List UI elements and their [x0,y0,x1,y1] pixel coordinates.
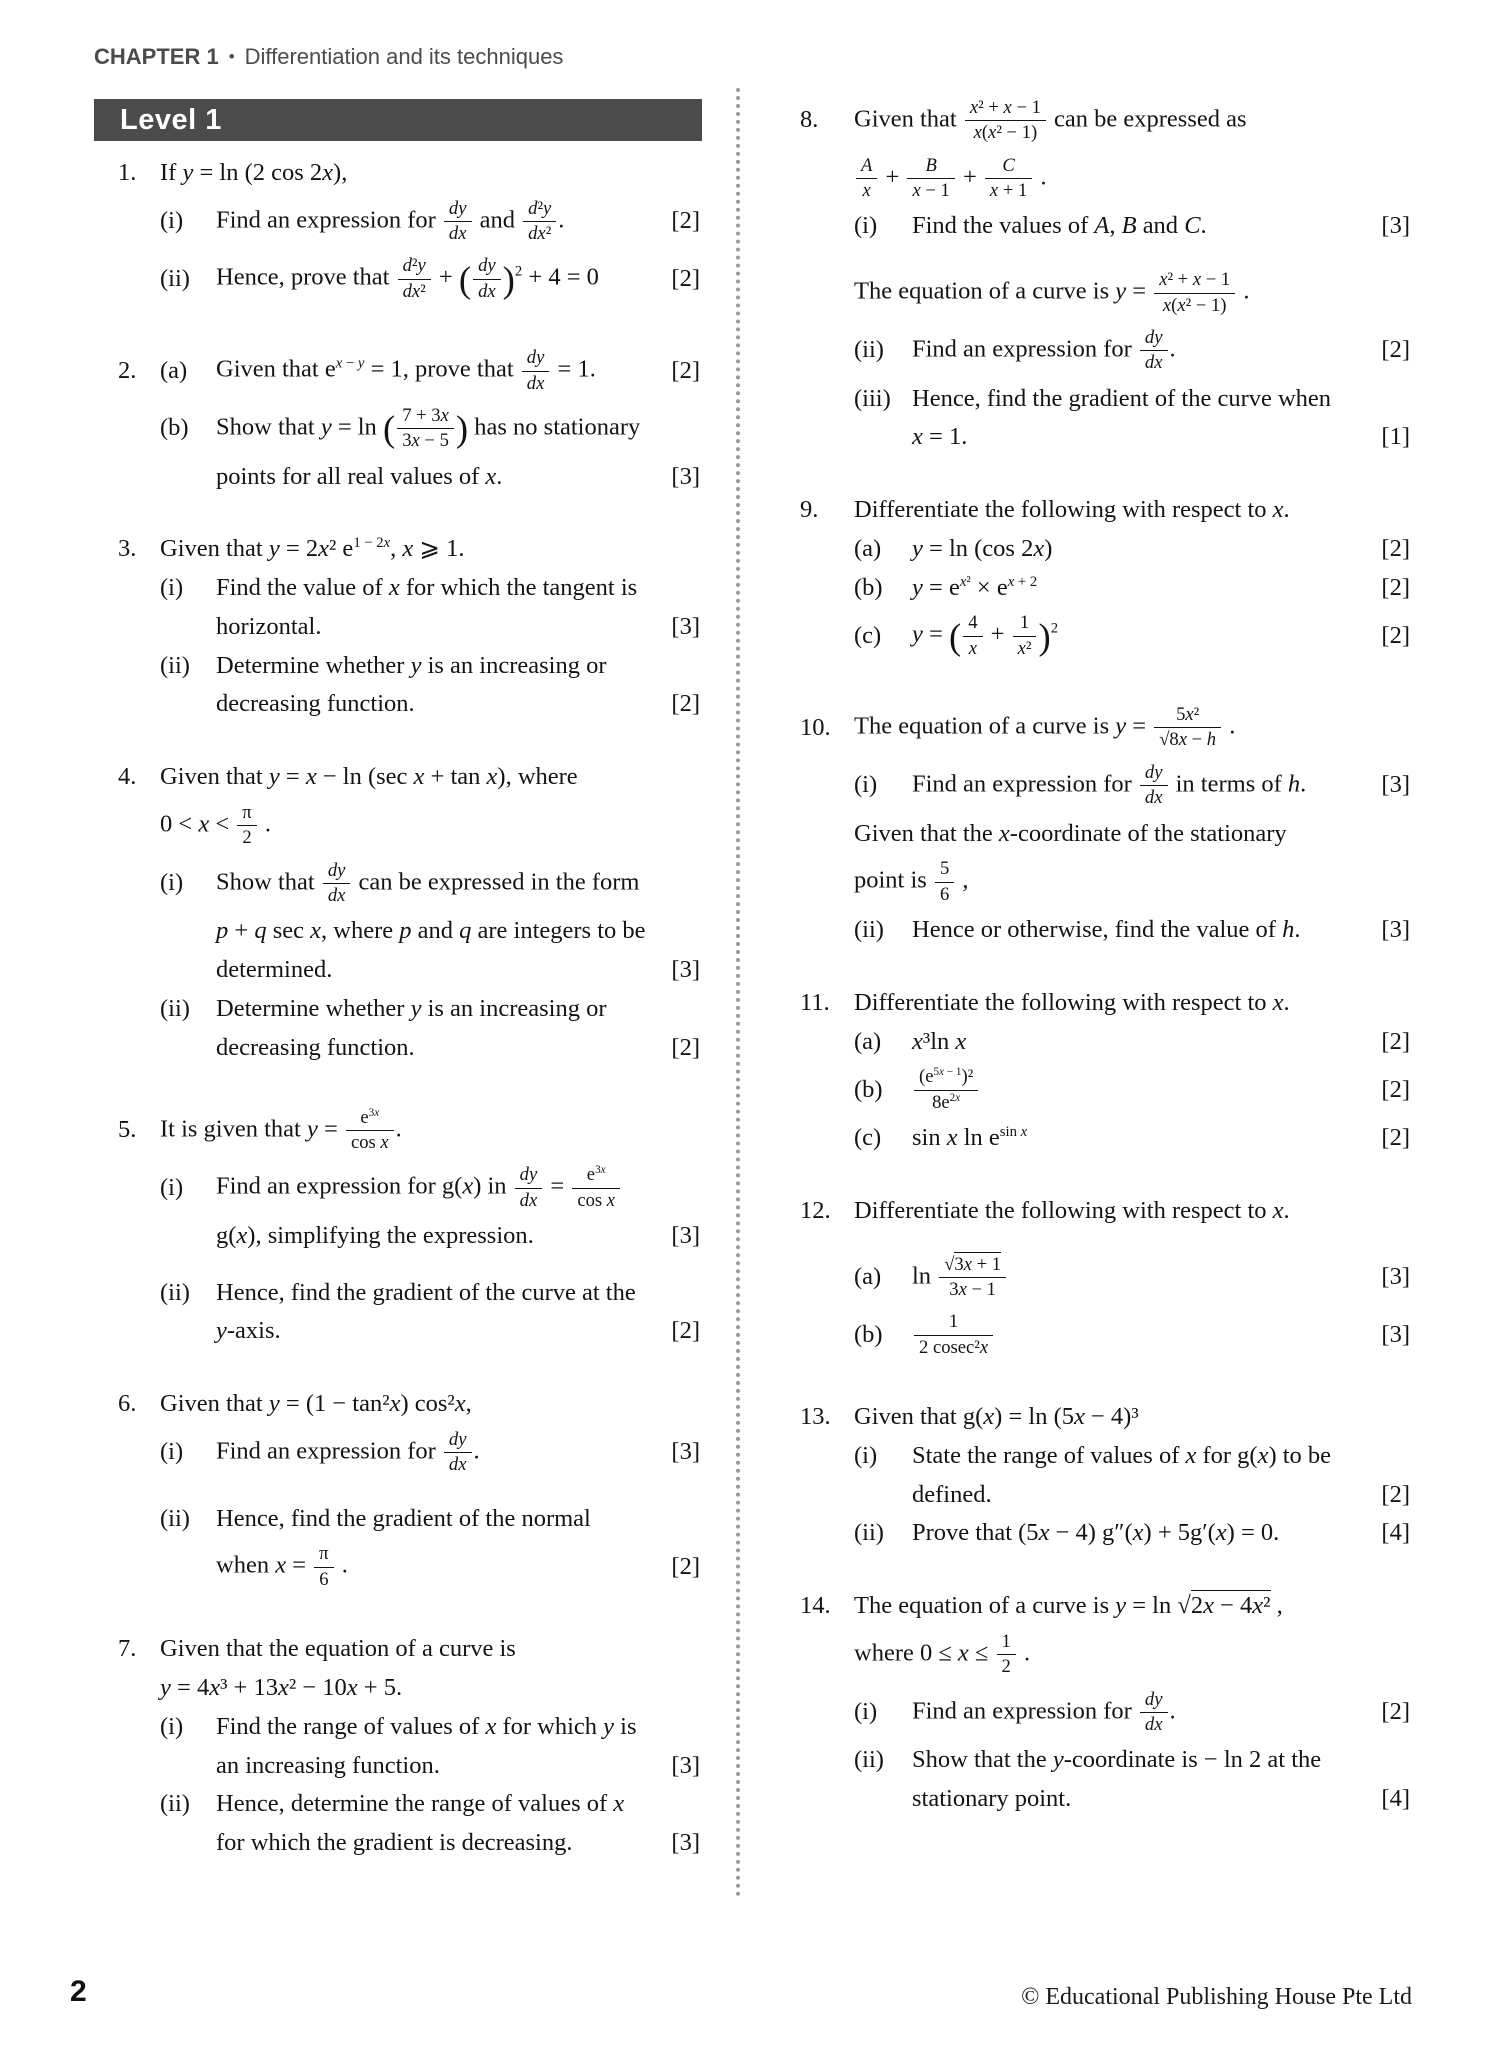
question-number [798,1748,854,1773]
question-number [798,822,854,847]
row-text: The equation of a curve is y = ln √2x − 4x² , [854,1592,1283,1620]
part-label: (i) [854,1697,878,1725]
bullet-separator: • [228,47,235,66]
marks-badge: [2] [1381,336,1410,364]
question-number [94,576,160,601]
question-number [798,215,854,240]
row-text: Given that g(x) = ln (5x − 4)³ [854,1402,1139,1430]
part-label: (ii) [854,915,884,943]
row-text: sin x $\ln e^{sin x}$ [912,1123,1028,1151]
question-number [798,1126,854,1151]
row-text: State the range of values of x for g(x) to be [912,1441,1332,1469]
part-label: (ii) [160,1504,190,1532]
question-number [798,1030,854,1055]
part-label: (ii) [160,651,190,679]
part-label: (c) [854,1124,882,1151]
question-number [798,1483,854,1508]
question-row [94,797,702,855]
row-text: determined. [216,956,333,984]
question-number [94,693,160,718]
question-number: 7. [118,1635,137,1663]
question-row [798,530,1412,569]
row-text: The equation of a curve is y = $\frac{\text{5x²}}{√8x - h}$ . [854,704,1236,751]
level-banner [94,99,702,141]
marks-badge: [3] [1381,1320,1410,1348]
question-row [94,1159,702,1217]
question-row [798,607,1412,665]
row-text: Given that y = x − ln (sec x + tan x), where [160,763,578,791]
marks-badge: [2] [671,207,700,235]
marks-badge: [3] [671,1221,700,1249]
question-14 [798,1587,1412,1819]
question-row [798,1061,1412,1119]
row-text: for which the gradient is decreasing. [216,1829,573,1857]
question-5 [94,1102,702,1352]
question-row [798,757,1412,815]
part-label: (i) [854,1441,878,1469]
part-label: (a) [854,1027,882,1055]
question-number [94,1831,160,1856]
marks-badge: [3] [1381,212,1410,240]
question-number [798,1521,854,1546]
row-text: Find the values of A, B and C. [912,212,1207,240]
part-label: (i) [854,212,878,240]
question-number [94,416,160,441]
question-row [94,1424,702,1482]
question-number [94,1555,160,1580]
question-number [798,1642,854,1667]
marks-badge: [4] [1381,1519,1410,1547]
marks-badge: [2] [1381,1480,1410,1508]
row-text: Hence, determine the range of values of x [216,1790,625,1818]
question-1 [94,154,702,308]
question-row [798,569,1412,608]
row-text: Find an expression for $\frac{dy}{dx}$ . [216,1429,480,1476]
part-label: (i) [160,1173,184,1201]
question-row [798,264,1412,322]
marks-badge: [3] [1381,771,1410,799]
question-number [94,958,160,983]
row-text: Find an expression for $\frac{dy}{dx}$ . [912,1688,1176,1735]
question-row [798,92,1412,150]
question-row [94,1538,702,1596]
part-label: (ii) [160,1790,190,1818]
question-number [94,1441,160,1466]
row-text: x = 1. [912,423,968,451]
row-text: horizontal. [216,612,322,640]
question-number: 3. [118,535,137,563]
question-number [94,1036,160,1061]
question-row [798,491,1412,530]
question-row [94,1385,702,1424]
question-number: 6. [118,1390,137,1418]
question-number [798,1787,854,1812]
row-text: Hence, find the gradient of the normal [216,1504,591,1532]
question-row [798,1398,1412,1437]
row-text: y = ( $\frac{4}{x}$ + $\frac{1}{\text{x²}}$ )$^2$ [912,612,1059,659]
question-number [798,1700,854,1725]
question-number [798,576,854,601]
part-label: (i) [160,869,184,897]
part-label [160,1036,216,1061]
row-text: y-axis. [216,1317,281,1345]
part-label [854,1483,912,1508]
part-label [854,1787,912,1812]
question-number: 4. [118,763,137,791]
row-text: stationary point. [912,1785,1072,1812]
row-text: Show that y = ln ( $\frac{7 + 3x}{3x - 5}$ ) has no stationary [216,404,641,452]
row-text: Show that the y-coordinate is − ln 2 at the [912,1746,1322,1774]
question-number [94,814,160,839]
row-text: $y = e^{x^2} \times e^{x + 2}$ [912,573,1038,601]
page-number: 2 [70,1975,87,2008]
marks-badge: [2] [1381,534,1410,562]
part-label: (i) [160,1438,184,1466]
row-text: Find an expression for $\frac{dy}{dx}$ in terms of h. [912,761,1307,809]
part-label [160,1224,216,1249]
question-row [798,1119,1412,1158]
row-text: Differentiate the following with respect to x. [854,496,1290,524]
question-number [798,1323,854,1348]
question-row [798,1023,1412,1062]
row-text: Hence or otherwise, find the value of h. [912,915,1301,943]
question-row [798,1587,1412,1626]
question-number: 10. [800,713,831,741]
row-text: Hence, find the gradient of the curve at the [216,1278,636,1306]
question-number [798,1078,854,1103]
question-row [798,1437,1412,1476]
question-number [94,209,160,234]
question-number: 11. [800,988,830,1016]
marks-badge: [3] [671,956,700,984]
question-3 [94,530,702,724]
question-row [798,911,1412,950]
question-row [94,758,702,797]
question-number [798,773,854,798]
question-row [94,855,702,913]
row-text: Given that $e^{x - y} = 1$, prove that $\frac{dy}{dx}$ = 1. [216,347,596,394]
question-row [798,1741,1412,1780]
row-text: Hence, prove that $\frac{\text{d²y}}{\text{dx²}}$ + ( $\frac{dy}{dx}$ )$^2$ + 4 = 0 [216,255,599,302]
question-number [798,425,854,450]
question-row [94,250,702,308]
row-text: p + q sec x, where p and q are integers to be [216,917,646,945]
question-row [798,1192,1412,1231]
question-number [94,1176,160,1201]
row-text: Find an expression for g(x) in $\frac{dy}{dx}$ = $\frac{e^{3x}}{\text{cos x}}$ [216,1161,702,1215]
marks-badge: [3] [1381,1263,1410,1291]
question-number: 5. [118,1115,137,1143]
part-label [160,1831,216,1856]
question-number [798,338,854,363]
question-row [798,1514,1412,1553]
question-row [94,1029,702,1068]
question-number: 9. [800,496,819,524]
row-text: points for all real values of x. [216,462,503,490]
marks-badge: [3] [671,462,700,490]
marks-badge: [2] [671,1317,700,1345]
question-number: 1. [118,159,137,186]
row-text: Determine whether y is an increasing or [216,651,607,679]
marks-badge: [2] [1381,1027,1410,1055]
question-7 [94,1630,702,1863]
row-text: an increasing function. [216,1751,440,1779]
question-row [798,1306,1412,1364]
row-text: decreasing function. [216,690,415,718]
row-text: Prove that (5x − 4) g″(x) + 5g′(x) = 0. [912,1519,1280,1547]
question-number [94,1320,160,1345]
question-number: 8. [800,106,819,134]
question-row [798,699,1412,757]
marks-badge: [2] [671,1033,700,1061]
row-text: ln $\frac{√3x + 1}{3x - 1}$ [912,1251,1356,1305]
part-label: (ii) [854,1746,884,1774]
question-row [798,322,1412,380]
level-banner-label: Level 1 [120,103,222,136]
question-number [94,1754,160,1779]
marks-badge: [3] [671,1829,700,1857]
question-number [798,870,854,895]
question-row [94,608,702,647]
marks-badge: [2] [671,1552,700,1580]
question-row [94,458,702,497]
question-number [94,1676,160,1701]
question-row [798,1684,1412,1742]
question-number [94,1224,160,1249]
marks-badge: [1] [1381,423,1410,451]
marks-badge: [2] [1381,621,1410,649]
marks-badge: [2] [1381,1075,1410,1103]
question-row [798,1780,1412,1819]
question-row [94,990,702,1029]
marks-badge: [3] [671,1438,700,1466]
marks-badge: [2] [671,264,700,292]
question-row [94,400,702,458]
question-number [798,918,854,943]
question-row [94,1669,702,1708]
question-row [94,1217,702,1256]
question-row [798,380,1412,419]
part-label [854,425,912,450]
part-label: (ii) [854,336,884,364]
part-label: (a) [854,1263,882,1291]
row-text: Given that $\frac{\text{x² + x − 1}}{\text{x(x² − 1)}}$ can be expressed as [854,97,1247,144]
row-text: Differentiate the following with respect to x. [854,1196,1290,1224]
question-number: 13. [800,1402,831,1430]
part-label: (ii) [160,1278,190,1306]
part-label [160,693,216,718]
row-text: point is $\frac{5}{6}$ , [854,858,969,905]
question-row [94,1630,702,1669]
chapter-label: CHAPTER 1 [94,44,219,69]
question-11 [798,984,1412,1158]
row-text: x³ln x [912,1027,967,1055]
question-number [94,1281,160,1306]
row-text: g(x), simplifying the expression. [216,1221,534,1249]
question-row [94,530,702,569]
question-number [94,920,160,945]
question-row [94,342,702,400]
chapter-title: Differentiation and its techniques [244,44,564,69]
part-label: (i) [854,771,878,799]
part-label [160,958,216,983]
question-row [94,685,702,724]
row-text: Given that the x-coordinate of the stationary [854,819,1287,847]
question-number: 2. [118,356,137,384]
part-label [160,1320,216,1345]
question-number [94,997,160,1022]
marks-badge: [3] [671,612,700,640]
row-text: Hence, find the gradient of the curve when [912,384,1332,412]
column-right [798,92,1412,1853]
question-number [798,166,854,191]
row-text: Show that $\frac{dy}{dx}$ can be expressed in the form [216,859,640,907]
column-divider [736,88,740,1898]
question-row [798,150,1412,208]
question-number [798,624,854,649]
question-row [798,815,1412,854]
question-number [94,871,160,896]
marks-badge: [2] [1381,1124,1410,1151]
question-row [94,1312,702,1351]
row-text: y = ln (cos 2x) [912,534,1053,562]
row-text: Determine whether y is an increasing or [216,994,607,1022]
row-text: $\frac{A}{x}$ + $\frac{B}{x - 1}$ + $\frac{C}{x + 1}$ . [854,152,1412,206]
question-6 [94,1385,702,1596]
row-text: where 0 ≤ x ≤ $\frac{1}{2}$ . [854,1630,1031,1678]
marks-badge: [2] [1381,1697,1410,1725]
row-text: The equation of a curve is y = $\frac{\text{x² + x − 1}}{\text{x(x² − 1)}}$ . [854,269,1250,316]
part-label: (b) [854,1075,883,1103]
question-row [94,1824,702,1863]
question-number [94,1715,160,1740]
question-10 [798,699,1412,950]
part-label: (i) [160,574,184,602]
part-label: (a) [854,534,882,562]
part-label: (iii) [854,384,891,412]
row-text: Find the range of values of x for which y is [216,1712,637,1740]
part-label: (b) [160,414,189,442]
row-text: 0 < x < $\frac{\pi}{2}$ . [160,802,271,849]
question-row [798,207,1412,246]
question-row [94,647,702,686]
question-row [94,951,702,990]
question-row [94,1708,702,1747]
part-label: (b) [854,573,883,601]
row-text: y = 4x³ + 13x² − 10x + 5. [160,1673,403,1701]
question-row [798,418,1412,457]
question-row [798,1249,1412,1307]
part-label [160,920,216,945]
part-label [160,615,216,640]
part-label: (a) [160,356,188,384]
question-number [798,281,854,306]
part-label: (ii) [160,994,190,1022]
row-text: $\frac{1}{\text{2 cosec²x}}$ [912,1308,1356,1362]
question-number [94,1792,160,1817]
column-left [94,154,702,1897]
row-text: $\frac{(e^{5x - 1})^2}{8e^{2x}}$ [912,1063,1356,1117]
part-label: (i) [160,1712,184,1740]
question-row [798,853,1412,911]
question-row [94,193,702,251]
marks-badge: [3] [671,1751,700,1779]
row-text: decreasing function. [216,1033,415,1061]
part-label: (c) [854,621,882,649]
question-number: 12. [800,1196,831,1224]
row-text: Find an expression for $\frac{dy}{dx}$ and $\frac{\text{d²y}}{\text{dx²}}$ . [216,197,565,245]
question-number [798,387,854,412]
question-row [94,1102,702,1160]
part-label: (ii) [160,264,190,292]
question-4 [94,758,702,1067]
question-row [94,1274,702,1313]
question-row [798,1626,1412,1684]
question-number [94,267,160,292]
row-text: Given that the equation of a curve is [160,1635,516,1663]
part-label: (ii) [854,1519,884,1547]
question-13 [798,1398,1412,1553]
marks-badge: [2] [671,690,700,718]
row-text: Find an expression for $\frac{dy}{dx}$ . [912,326,1176,374]
row-text: Find the value of x for which the tangent is [216,574,638,602]
part-label [160,465,216,490]
question-row [798,1476,1412,1515]
question-8 [798,92,1412,457]
row-text: If y = ln (2 cos 2x), [160,159,348,186]
marks-badge: [3] [1381,915,1410,943]
marks-badge: [2] [1381,573,1410,601]
question-number [798,1444,854,1469]
part-label [160,1555,216,1580]
chapter-header [94,44,563,70]
part-label [160,1754,216,1779]
question-row [94,569,702,608]
copyright-notice: © Educational Publishing House Pte Ltd [1021,1984,1412,2010]
question-row [798,984,1412,1023]
marks-badge: [2] [671,356,700,384]
question-number [798,537,854,562]
question-12 [798,1192,1412,1364]
question-row [94,154,702,193]
question-number [94,654,160,679]
part-label: (i) [160,207,184,235]
question-row [94,1500,702,1539]
question-number [94,615,160,640]
question-row [94,1747,702,1786]
row-text: when x = $\frac{\pi}{6}$ . [216,1543,348,1590]
question-2 [94,342,702,496]
row-text: defined. [912,1480,992,1508]
part-label: (b) [854,1320,883,1348]
question-number: 14. [800,1592,831,1620]
question-number [94,1507,160,1532]
question-number [94,465,160,490]
marks-badge: [4] [1381,1785,1410,1812]
question-9 [798,491,1412,665]
row-text: Given that y = 2x² $e^{1 - 2x}$, x ⩾ 1. [160,535,465,563]
question-number [798,1265,854,1290]
row-text: It is given that y = $\frac{e^{3x}}{\text{cos x}}$ . [160,1106,402,1153]
row-text: Given that y = (1 − tan²x) cos²x, [160,1390,472,1418]
row-text: Differentiate the following with respect to x. [854,988,1290,1016]
question-row [94,1785,702,1824]
question-row [94,912,702,951]
